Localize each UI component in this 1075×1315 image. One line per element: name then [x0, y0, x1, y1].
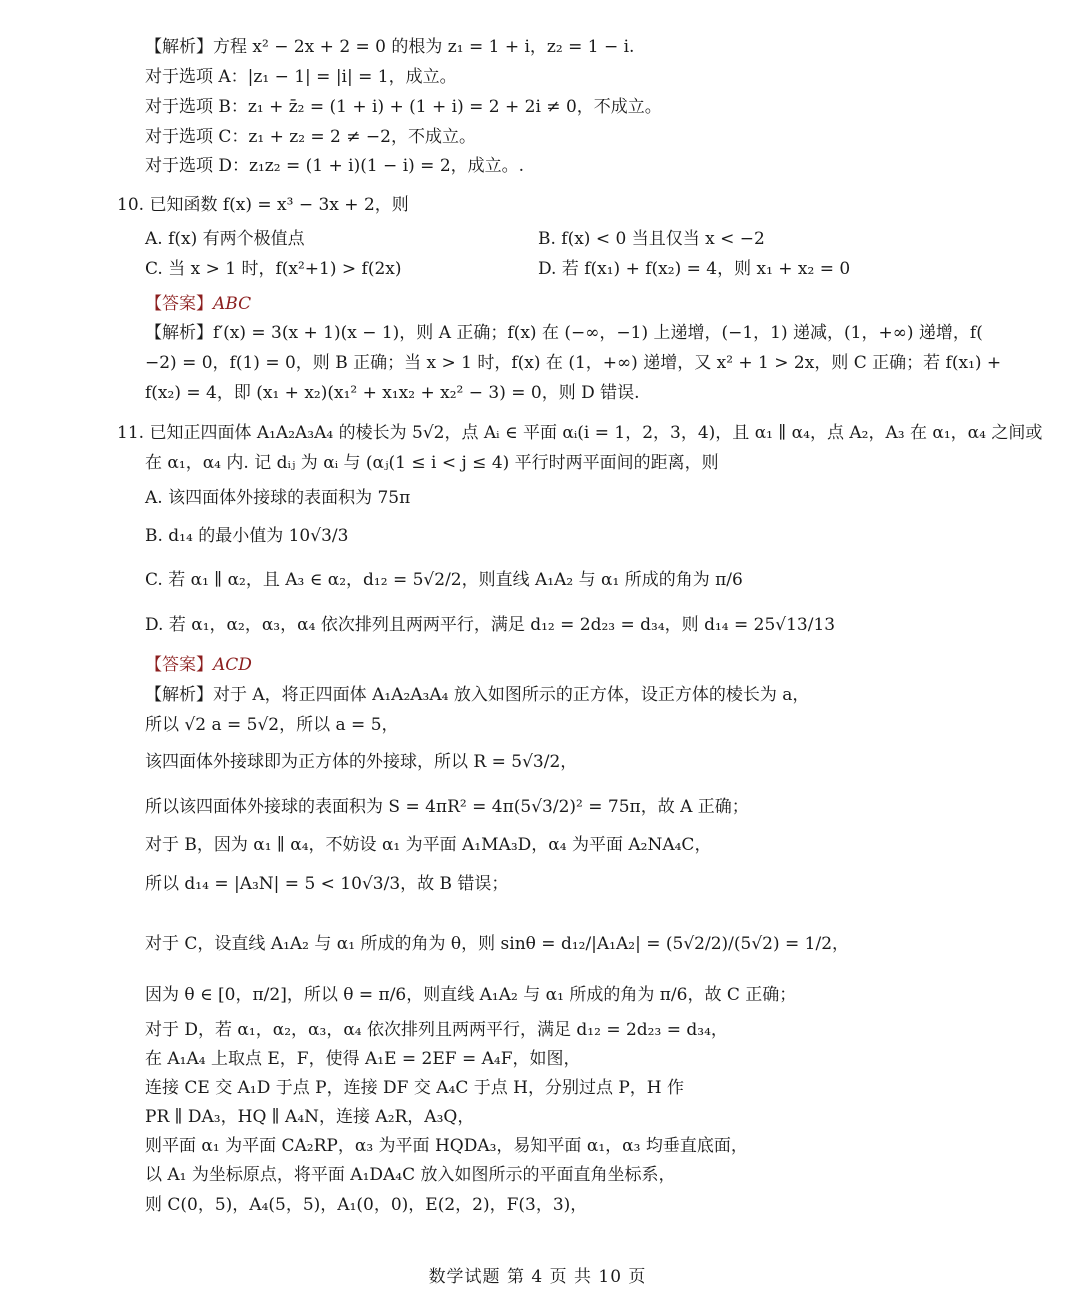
- question-11-stem-1: 11. 已知正四面体 A₁A₂A₃A₄ 的棱长为 5√2，点 Aᵢ ∈ 平面 αᵢ(i = 1，2，3，4)，且 α₁ ∥ α₄，点 A₂，A₃ 在 α₁，α₄ 之间或: [117, 423, 1043, 443]
- solution-11-line-14: 以 A₁ 为坐标原点，将平面 A₁DA₄C 放入如图所示的平面直角坐标系，: [145, 1165, 676, 1185]
- solution-11-line-1: 【解析】对于 A，将正四面体 A₁A₂A₃A₄ 放入如图所示的正方体，设正方体的棱长为 a，: [145, 685, 810, 705]
- solution-11-line-5: 对于 B，因为 α₁ ∥ α₄，不妨设 α₁ 为平面 A₁MA₃D，α₄ 为平面 A₂NA₄C，: [145, 835, 712, 855]
- question-11-stem-2: 在 α₁，α₄ 内. 记 dᵢⱼ 为 αᵢ 与 (αⱼ(1 ≤ i < j ≤ 4) 平行时两平面间的距离，则: [145, 453, 719, 473]
- question-10-option-a: A. f(x) 有两个极值点: [145, 229, 305, 249]
- solution-line-1: 【解析】方程 x² − 2x + 2 = 0 的根为 z₁ = 1 + i，z₂ = 1 − i.: [145, 37, 635, 57]
- question-11-option-c: C. 若 α₁ ∥ α₂，且 A₃ ∈ α₂，d₁₂ = 5√2/2，则直线 A₁A₂ 与 α₁ 所成的角为 π/6: [145, 570, 743, 590]
- solution-line-4: 对于选项 C：z₁ + z₂ = 2 ≠ −2，不成立。: [145, 127, 476, 147]
- solution-11-line-2: 所以 √2 a = 5√2，所以 a = 5，: [145, 715, 399, 735]
- question-10-option-c: C. 当 x > 1 时，f(x²+1) > f(2x): [145, 259, 402, 279]
- solution-11-line-11: 连接 CE 交 A₁D 于点 P，连接 DF 交 A₄C 于点 H，分别过点 P，H 作: [145, 1078, 685, 1098]
- solution-11-line-13: 则平面 α₁ 为平面 CA₂RP，α₃ 为平面 HQDA₃，易知平面 α₁，α₃ 均垂直底面，: [145, 1136, 748, 1156]
- question-11-option-d: D. 若 α₁，α₂，α₃，α₄ 依次排列且两两平行，满足 d₁₂ = 2d₂₃ = d₃₄，则 d₁₄ = 25√13/13: [145, 615, 836, 635]
- question-11-option-b: B. d₁₄ 的最小值为 10√3/3: [145, 526, 349, 546]
- solution-11-line-4: 所以该四面体外接球的表面积为 S = 4πR² = 4π(5√3/2)² = 75π，故 A 正确；: [145, 797, 749, 817]
- question-11-option-a: A. 该四面体外接球的表面积为 75π: [145, 488, 411, 508]
- answer-tag: 【答案】: [145, 655, 213, 675]
- solution-10-line-2: −2) = 0，f(1) = 0，则 B 正确；当 x > 1 时，f(x) 在 (1，+∞) 递增，又 x² + 1 > 2x，则 C 正确；若 f(x₁) +: [145, 353, 1002, 373]
- question-10-option-b: B. f(x) < 0 当且仅当 x < −2: [538, 229, 765, 249]
- answer-value: ABC: [213, 294, 252, 314]
- answer-value: ACD: [213, 655, 252, 675]
- question-10-option-d: D. 若 f(x₁) + f(x₂) = 4，则 x₁ + x₂ = 0: [538, 259, 851, 279]
- solution-line-5: 对于选项 D：z₁z₂ = (1 + i)(1 − i) = 2，成立。.: [145, 156, 525, 176]
- solution-11-line-3: 该四面体外接球即为正方体的外接球，所以 R = 5√3/2，: [145, 752, 578, 772]
- answer-tag: 【答案】: [145, 294, 213, 314]
- solution-11-line-9: 对于 D，若 α₁，α₂，α₃，α₄ 依次排列且两两平行，满足 d₁₂ = 2d₂₃ = d₃₄，: [145, 1020, 728, 1040]
- solution-11-line-7: 对于 C，设直线 A₁A₂ 与 α₁ 所成的角为 θ，则 sinθ = d₁₂/|A₁A₂| = (5√2/2)/(5√2) = 1/2，: [145, 934, 850, 954]
- solution-11-line-8: 因为 θ ∈ [0，π/2]，所以 θ = π/6，则直线 A₁A₂ 与 α₁ 所成的角为 π/6，故 C 正确；: [145, 985, 797, 1005]
- question-10-stem: 10. 已知函数 f(x) = x³ − 3x + 2，则: [117, 195, 409, 215]
- solution-11-line-12: PR ∥ DA₃，HQ ∥ A₄N，连接 A₂R，A₃Q，: [145, 1107, 475, 1127]
- answer-11: [145, 653, 252, 677]
- solution-11-line-6: 所以 d₁₄ = |A₃N| = 5 < 10√3/3，故 B 错误；: [145, 874, 509, 894]
- solution-11-line-10: 在 A₁A₄ 上取点 E，F，使得 A₁E = 2EF = A₄F，如图，: [145, 1049, 581, 1069]
- answer-10: [145, 292, 251, 316]
- solution-10-line-1: 【解析】f′(x) = 3(x + 1)(x − 1)，则 A 正确；f(x) 在 (−∞，−1) 上递增，(−1，1) 递减，(1，+∞) 递增，f(: [145, 323, 983, 343]
- solution-line-3: 对于选项 B：z₁ + z̄₂ = (1 + i) + (1 + i) = 2 + 2i ≠ 0，不成立。: [145, 97, 662, 117]
- page-footer: 数学试题 第 4 页 共 10 页: [428, 1267, 647, 1287]
- solution-line-2: 对于选项 A：|z₁ − 1| = |i| = 1，成立。: [145, 67, 457, 87]
- solution-10-line-3: f(x₂) = 4，即 (x₁ + x₂)(x₁² + x₁x₂ + x₂² − 3) = 0，则 D 错误.: [145, 383, 640, 403]
- solution-11-line-15: 则 C(0，5)，A₄(5，5)，A₁(0，0)，E(2，2)，F(3，3)，: [145, 1195, 588, 1215]
